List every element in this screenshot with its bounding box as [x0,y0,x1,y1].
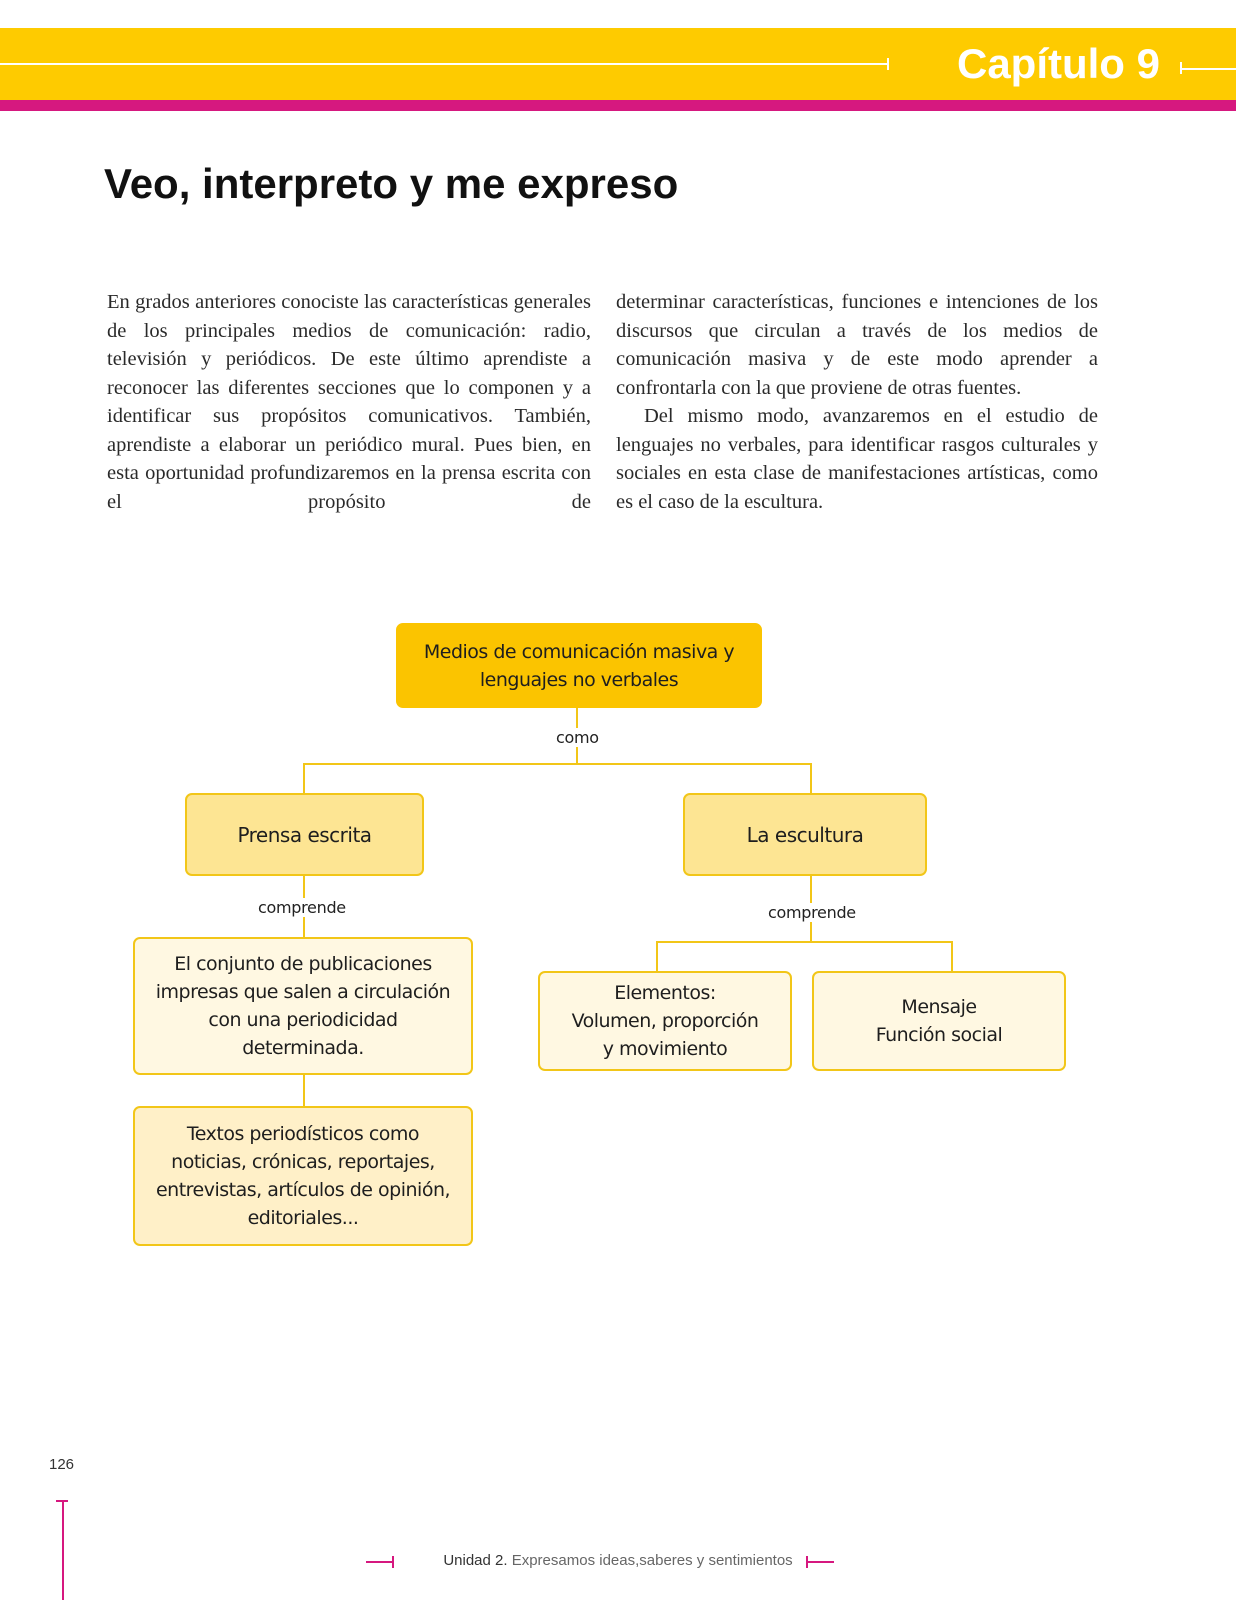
body-column-left [107,288,591,516]
header-rule-right-tick [1180,62,1182,74]
concept-node-mensaje-label: Mensaje Función social [875,996,1003,1046]
link-label-como: como [556,728,599,747]
concept-node-elementos [538,971,792,1071]
concept-node-mensaje [812,971,1066,1071]
concept-node-prensa-escrita [185,793,424,876]
chapter-header-stripe [0,100,1236,111]
connector-to-prensa [303,763,305,793]
concept-node-la-escultura [683,793,927,876]
link-label-comprende-right: comprende [768,903,856,922]
footer-unit: Unidad 2. [443,1552,508,1569]
concept-node-textos-periodisticos [133,1106,473,1246]
concept-node-elementos-label: Elementos: Volumen, proporción y movimiento [571,982,759,1060]
concept-root-label: Medios de comunicación masiva y lenguajes no verbales [423,640,735,691]
connector-to-elementos [656,941,658,971]
page-margin-rule-tick [56,1500,68,1502]
concept-node-publicaciones [133,937,473,1075]
header-rule-left-tick [887,58,889,70]
connector-prensa-children [303,1075,305,1106]
connector-to-escultura [810,763,812,793]
footer-mark-right [806,1561,834,1563]
body-paragraph-1-part-1: En grados anteriores conociste las características generales de los principales medios de comunicación: radio, televisión y periódicos. De este último aprendiste a reconocer las diferentes secciones que lo componen y a identificar sus propósitos comunicativos. También, aprendiste a elaborar un periódico mural. Pues bien, en esta oportunidad profundizaremos en la prensa escrita con el propósito de [107,291,591,513]
header-rule-right [1180,68,1236,70]
connector-to-mensaje [951,941,953,971]
page-number: 126 [49,1456,75,1473]
body-paragraph-2: Del mismo modo, avanzaremos en el estudio de lenguajes no verbales, para identificar rasgos culturales y sociales en esta clase de manifestaciones artísticas, como es el caso de la escultura. [616,405,1098,513]
header-rule-left [0,63,888,65]
footer-unit-title: Expresamos ideas,saberes y sentimientos [511,1552,793,1569]
page-title: Veo, interpreto y me expreso [104,160,679,207]
concept-node-la-escultura-label: La escultura [746,822,864,847]
chapter-title: Capítulo 9 [956,40,1160,87]
page-margin-rule [62,1500,64,1600]
concept-node-prensa-escrita-label: Prensa escrita [237,822,372,847]
concept-node-publicaciones-label: El conjunto de publicaciones impresas que salen a circulación con una periodicidad determinada. [155,953,451,1059]
link-label-comprende-left: comprende [258,898,346,917]
concept-root-node [396,623,762,708]
footer-mark-right-tick [806,1556,808,1568]
concept-node-textos-periodisticos-label: Textos periodísticos como noticias, crónicas, reportajes, entrevistas, artículos de opinión, editoriales... [155,1123,451,1229]
body-column-right [616,288,1098,516]
connector-root-horizontal [303,763,812,765]
body-paragraph-1-part-2: determinar características, funciones e intenciones de los discursos que circulan a través de los medios de comunicación masiva y de este modo aprender a confrontarla con la que proviene de otras fuentes. [616,291,1098,399]
connector-escultura-horizontal [656,941,953,943]
running-footer [0,1552,1236,1569]
